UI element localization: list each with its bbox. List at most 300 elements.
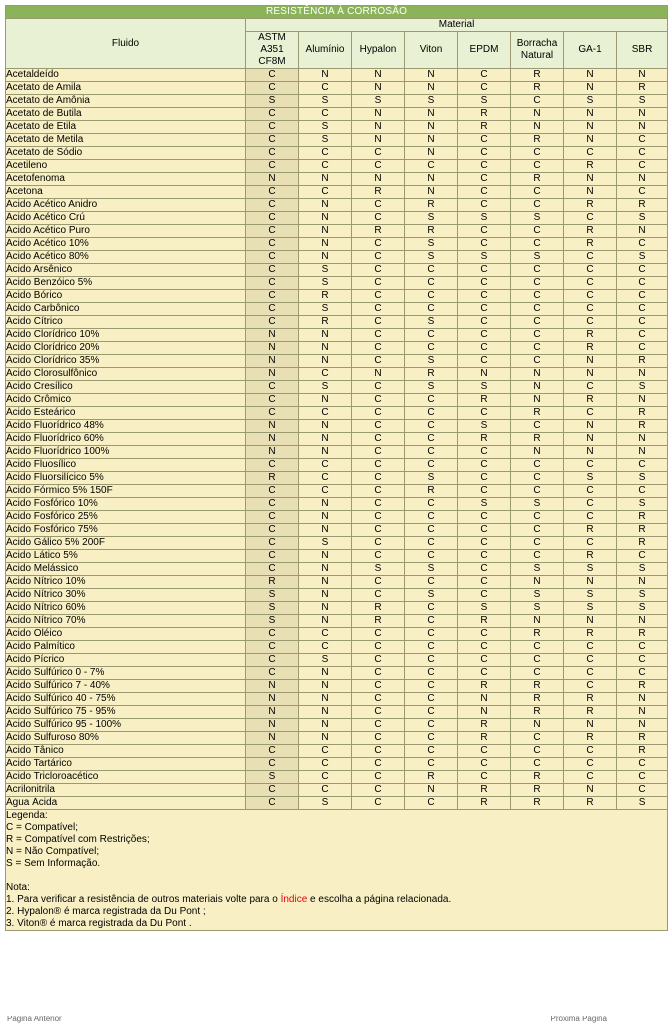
compatibility-cell: R [617, 420, 668, 433]
compatibility-cell: S [405, 212, 458, 225]
compatibility-cell: R [511, 173, 564, 186]
fluid-name: Ácido Melássico [6, 563, 246, 576]
compatibility-cell: C [352, 719, 405, 732]
compatibility-cell: S [564, 563, 617, 576]
compatibility-cell: C [511, 95, 564, 108]
compatibility-cell: C [564, 407, 617, 420]
compatibility-cell: C [246, 641, 299, 654]
legend-and-notes [6, 810, 668, 931]
compatibility-cell: C [352, 654, 405, 667]
compatibility-cell: N [299, 693, 352, 706]
table-row [6, 550, 668, 563]
compatibility-cell: C [511, 667, 564, 680]
table-row [6, 719, 668, 732]
table-row [6, 589, 668, 602]
compatibility-cell: C [352, 628, 405, 641]
fluid-name: Acetato de Sódio [6, 147, 246, 160]
compatibility-cell: C [617, 290, 668, 303]
table-row [6, 615, 668, 628]
compatibility-cell: N [564, 69, 617, 82]
compatibility-cell: C [511, 264, 564, 277]
compatibility-cell: R [299, 290, 352, 303]
compatibility-cell: C [617, 654, 668, 667]
fluid-name: Ácido Nítrico 70% [6, 615, 246, 628]
compatibility-cell: S [617, 797, 668, 810]
compatibility-cell: C [352, 511, 405, 524]
note-line-2: 2. Hypalon® é marca registrada da Du Pont ; [6, 906, 206, 917]
fluid-name: Ácido Acético 80% [6, 251, 246, 264]
compatibility-cell: C [405, 550, 458, 563]
compatibility-cell: C [352, 472, 405, 485]
compatibility-cell: C [352, 732, 405, 745]
compatibility-cell: C [564, 654, 617, 667]
compatibility-cell: C [511, 459, 564, 472]
compatibility-cell: R [617, 732, 668, 745]
compatibility-cell: R [511, 771, 564, 784]
compatibility-cell: N [617, 576, 668, 589]
compatibility-cell: R [458, 784, 511, 797]
compatibility-cell: N [564, 355, 617, 368]
compatibility-cell: N [246, 732, 299, 745]
compatibility-cell: C [511, 290, 564, 303]
compatibility-cell: C [246, 485, 299, 498]
index-link[interactable]: Índice [280, 894, 308, 905]
compatibility-cell: C [246, 537, 299, 550]
compatibility-cell: N [299, 394, 352, 407]
table-row [6, 394, 668, 407]
table-row [6, 576, 668, 589]
compatibility-cell: C [405, 797, 458, 810]
compatibility-cell: S [617, 563, 668, 576]
compatibility-cell: C [458, 134, 511, 147]
table-row [6, 706, 668, 719]
fluid-name: Ácido Bórico [6, 290, 246, 303]
compatibility-cell: R [511, 82, 564, 95]
compatibility-cell: N [246, 719, 299, 732]
compatibility-cell: N [299, 511, 352, 524]
compatibility-cell: N [405, 82, 458, 95]
compatibility-cell: R [617, 680, 668, 693]
compatibility-cell: C [352, 771, 405, 784]
compatibility-cell: C [511, 329, 564, 342]
compatibility-cell: N [617, 368, 668, 381]
compatibility-cell: R [246, 576, 299, 589]
compatibility-cell: N [246, 693, 299, 706]
table-row [6, 446, 668, 459]
compatibility-cell: N [617, 433, 668, 446]
fluid-name: Acetato de Amônia [6, 95, 246, 108]
legend-item: R = Compatível com Restrições; [6, 834, 150, 845]
fluid-name: Ácido Crômico [6, 394, 246, 407]
note-line-1 [6, 894, 667, 906]
compatibility-cell: C [458, 173, 511, 186]
compatibility-cell: C [511, 472, 564, 485]
compatibility-cell: N [564, 433, 617, 446]
compatibility-cell: N [299, 498, 352, 511]
compatibility-cell: N [564, 134, 617, 147]
compatibility-cell: C [617, 485, 668, 498]
compatibility-cell: C [564, 290, 617, 303]
fluid-name: Acetato de Amila [6, 82, 246, 95]
fluid-name: Ácido Sulfuroso 80% [6, 732, 246, 745]
compatibility-cell: N [352, 134, 405, 147]
compatibility-cell: N [617, 394, 668, 407]
compatibility-cell: C [458, 654, 511, 667]
compatibility-cell: R [405, 368, 458, 381]
compatibility-cell: N [511, 576, 564, 589]
compatibility-cell: C [352, 342, 405, 355]
compatibility-cell: C [564, 303, 617, 316]
compatibility-cell: R [564, 225, 617, 238]
compatibility-cell: C [405, 446, 458, 459]
compatibility-cell: S [617, 381, 668, 394]
compatibility-cell: C [246, 407, 299, 420]
compatibility-cell: R [458, 394, 511, 407]
table-row [6, 186, 668, 199]
compatibility-cell: R [564, 693, 617, 706]
compatibility-cell: C [352, 407, 405, 420]
compatibility-cell: C [511, 277, 564, 290]
compatibility-cell: N [352, 368, 405, 381]
compatibility-cell: C [458, 69, 511, 82]
compatibility-cell: N [246, 368, 299, 381]
previous-page-link[interactable]: Página Anterior [7, 1016, 62, 1023]
compatibility-cell: N [299, 433, 352, 446]
compatibility-cell: C [458, 550, 511, 563]
compatibility-cell: C [299, 472, 352, 485]
compatibility-cell: N [299, 563, 352, 576]
compatibility-cell: C [511, 732, 564, 745]
compatibility-cell: R [617, 511, 668, 524]
compatibility-cell: S [405, 251, 458, 264]
compatibility-cell: N [299, 238, 352, 251]
compatibility-cell: C [458, 771, 511, 784]
compatibility-cell: C [246, 134, 299, 147]
compatibility-cell: N [246, 173, 299, 186]
compatibility-cell: C [246, 316, 299, 329]
table-row [6, 212, 668, 225]
compatibility-cell: S [511, 602, 564, 615]
table-row [6, 758, 668, 771]
compatibility-cell: R [564, 797, 617, 810]
fluid-name: Ácido Fluosílico [6, 459, 246, 472]
compatibility-cell: C [564, 485, 617, 498]
compatibility-cell: C [352, 667, 405, 680]
table-row [6, 433, 668, 446]
compatibility-cell: C [511, 654, 564, 667]
compatibility-cell: C [352, 459, 405, 472]
compatibility-cell: C [352, 238, 405, 251]
compatibility-cell: C [299, 758, 352, 771]
material-column-header: Hypalon [352, 32, 405, 69]
compatibility-cell: C [405, 706, 458, 719]
compatibility-cell: C [352, 758, 405, 771]
compatibility-cell: C [405, 576, 458, 589]
table-row [6, 654, 668, 667]
compatibility-cell: N [299, 173, 352, 186]
table-row [6, 563, 668, 576]
compatibility-cell: S [405, 563, 458, 576]
compatibility-cell: S [299, 654, 352, 667]
compatibility-cell: N [405, 134, 458, 147]
compatibility-cell: C [405, 407, 458, 420]
fluid-name: Ácido Fosfórico 10% [6, 498, 246, 511]
compatibility-cell: C [511, 758, 564, 771]
legend-item: N = Não Compatível; [6, 846, 100, 857]
compatibility-cell: R [564, 550, 617, 563]
compatibility-cell: C [299, 641, 352, 654]
compatibility-cell: C [564, 745, 617, 758]
compatibility-cell: C [405, 628, 458, 641]
compatibility-cell: C [405, 719, 458, 732]
compatibility-cell: C [352, 524, 405, 537]
compatibility-cell: N [617, 225, 668, 238]
fluid-name: Ácido Tartárico [6, 758, 246, 771]
compatibility-cell: R [617, 407, 668, 420]
compatibility-cell: N [617, 121, 668, 134]
fluid-name: Ácido Fluorídrico 100% [6, 446, 246, 459]
compatibility-cell: C [405, 420, 458, 433]
compatibility-cell: N [299, 589, 352, 602]
table-row [6, 602, 668, 615]
compatibility-cell: C [299, 160, 352, 173]
compatibility-cell: C [246, 381, 299, 394]
compatibility-cell: C [352, 589, 405, 602]
material-column-header: GA-1 [564, 32, 617, 69]
compatibility-cell: C [564, 511, 617, 524]
compatibility-cell: N [299, 329, 352, 342]
compatibility-cell: C [511, 420, 564, 433]
legend-item: C = Compatível; [6, 822, 78, 833]
compatibility-cell: C [511, 303, 564, 316]
compatibility-cell: C [246, 277, 299, 290]
compatibility-cell: R [617, 82, 668, 95]
compatibility-cell: C [352, 797, 405, 810]
compatibility-cell: C [352, 680, 405, 693]
table-row [6, 524, 668, 537]
compatibility-cell: N [617, 108, 668, 121]
compatibility-cell: C [458, 628, 511, 641]
table-row [6, 316, 668, 329]
compatibility-cell: C [246, 511, 299, 524]
compatibility-cell: R [617, 199, 668, 212]
compatibility-cell: R [458, 732, 511, 745]
fluid-name: Ácido Nítrico 60% [6, 602, 246, 615]
compatibility-cell: C [405, 745, 458, 758]
compatibility-cell: C [405, 602, 458, 615]
compatibility-cell: N [617, 446, 668, 459]
compatibility-cell: S [617, 251, 668, 264]
compatibility-cell: R [617, 628, 668, 641]
compatibility-cell: C [352, 433, 405, 446]
compatibility-cell: C [617, 316, 668, 329]
compatibility-cell: S [299, 121, 352, 134]
compatibility-cell: N [299, 225, 352, 238]
compatibility-cell: S [617, 95, 668, 108]
compatibility-cell: S [617, 589, 668, 602]
fluid-name: Ácido Oléico [6, 628, 246, 641]
compatibility-cell: C [617, 238, 668, 251]
compatibility-cell: C [246, 394, 299, 407]
compatibility-cell: C [246, 82, 299, 95]
fluid-name: Ácido Carbônico [6, 303, 246, 316]
compatibility-cell: R [511, 628, 564, 641]
compatibility-cell: C [458, 199, 511, 212]
compatibility-cell: C [564, 758, 617, 771]
table-row [6, 147, 668, 160]
next-page-link[interactable]: Próxima Página [550, 1016, 607, 1023]
compatibility-cell: S [458, 212, 511, 225]
compatibility-cell: N [564, 186, 617, 199]
table-row [6, 199, 668, 212]
table-row [6, 745, 668, 758]
compatibility-cell: C [458, 407, 511, 420]
compatibility-cell: C [352, 706, 405, 719]
compatibility-cell: C [458, 277, 511, 290]
compatibility-cell: R [511, 134, 564, 147]
compatibility-cell: R [352, 186, 405, 199]
compatibility-cell: N [564, 576, 617, 589]
table-row [6, 381, 668, 394]
compatibility-cell: N [299, 446, 352, 459]
compatibility-cell: S [405, 316, 458, 329]
compatibility-cell: R [564, 732, 617, 745]
compatibility-cell: C [564, 641, 617, 654]
table-row [6, 641, 668, 654]
compatibility-cell: R [511, 797, 564, 810]
fluid-name: Ácido Acético Anidro [6, 199, 246, 212]
table-row [6, 732, 668, 745]
note-line-1-text-end: e escolha a página relacionada. [307, 894, 452, 905]
compatibility-cell: S [246, 602, 299, 615]
compatibility-cell: N [405, 173, 458, 186]
compatibility-cell: C [458, 238, 511, 251]
compatibility-cell: R [352, 615, 405, 628]
table-row [6, 251, 668, 264]
table-title: RESISTÊNCIA À CORROSÃO [6, 6, 668, 19]
compatibility-cell: C [511, 147, 564, 160]
compatibility-cell: C [617, 459, 668, 472]
compatibility-cell: N [299, 199, 352, 212]
compatibility-cell: N [299, 251, 352, 264]
compatibility-cell: C [246, 108, 299, 121]
compatibility-cell: C [352, 355, 405, 368]
compatibility-cell: N [299, 342, 352, 355]
compatibility-cell: C [352, 316, 405, 329]
compatibility-cell: C [617, 264, 668, 277]
compatibility-cell: N [511, 121, 564, 134]
compatibility-cell: R [405, 485, 458, 498]
compatibility-cell: C [352, 160, 405, 173]
table-row [6, 628, 668, 641]
compatibility-cell: C [458, 472, 511, 485]
compatibility-cell: S [458, 420, 511, 433]
compatibility-cell: N [299, 355, 352, 368]
compatibility-cell: C [352, 693, 405, 706]
compatibility-cell: N [458, 706, 511, 719]
compatibility-cell: C [617, 303, 668, 316]
compatibility-cell: N [617, 719, 668, 732]
fluid-name: Ácido Fosfórico 75% [6, 524, 246, 537]
compatibility-cell: N [458, 693, 511, 706]
compatibility-cell: R [246, 472, 299, 485]
compatibility-cell: S [458, 381, 511, 394]
corrosion-table-container [5, 5, 667, 931]
compatibility-cell: C [405, 654, 458, 667]
compatibility-cell: C [458, 290, 511, 303]
compatibility-cell: C [458, 758, 511, 771]
compatibility-cell: C [511, 238, 564, 251]
compatibility-cell: C [458, 329, 511, 342]
compatibility-cell: N [246, 433, 299, 446]
compatibility-cell: C [458, 225, 511, 238]
compatibility-cell: C [405, 615, 458, 628]
compatibility-cell: S [352, 95, 405, 108]
compatibility-cell: R [617, 745, 668, 758]
table-row [6, 797, 668, 810]
compatibility-cell: R [458, 680, 511, 693]
compatibility-cell: C [246, 758, 299, 771]
compatibility-cell: C [564, 381, 617, 394]
compatibility-cell: S [617, 498, 668, 511]
compatibility-cell: S [511, 498, 564, 511]
compatibility-cell: N [246, 342, 299, 355]
compatibility-cell: S [405, 95, 458, 108]
compatibility-cell: R [299, 316, 352, 329]
compatibility-cell: C [458, 264, 511, 277]
compatibility-cell: C [458, 316, 511, 329]
compatibility-cell: N [299, 420, 352, 433]
fluid-name: Acetato de Etila [6, 121, 246, 134]
table-row [6, 693, 668, 706]
compatibility-cell: C [458, 667, 511, 680]
compatibility-cell: S [617, 602, 668, 615]
compatibility-cell: S [405, 589, 458, 602]
table-row [6, 667, 668, 680]
compatibility-cell: C [511, 199, 564, 212]
table-row [6, 173, 668, 186]
compatibility-cell: R [564, 329, 617, 342]
fluid-name: Ácido Sulfúrico 0 - 7% [6, 667, 246, 680]
compatibility-cell: N [511, 446, 564, 459]
fluid-name: Ácido Clorosulfônico [6, 368, 246, 381]
compatibility-cell: S [511, 251, 564, 264]
compatibility-cell: C [352, 745, 405, 758]
fluid-name: Ácido Benzóico 5% [6, 277, 246, 290]
compatibility-cell: C [511, 745, 564, 758]
compatibility-cell: C [246, 784, 299, 797]
compatibility-cell: R [564, 628, 617, 641]
table-row [6, 95, 668, 108]
compatibility-cell: C [564, 264, 617, 277]
fluid-name: Ácido Arsênico [6, 264, 246, 277]
compatibility-cell: C [564, 667, 617, 680]
compatibility-cell: C [352, 147, 405, 160]
fluid-name: Ácido Acético 10% [6, 238, 246, 251]
table-row [6, 82, 668, 95]
compatibility-cell: R [405, 771, 458, 784]
fluid-name: Ácido Tânico [6, 745, 246, 758]
material-column-header: Viton [405, 32, 458, 69]
fluid-name: Ácido Clorídrico 10% [6, 329, 246, 342]
compatibility-cell: C [458, 576, 511, 589]
compatibility-cell: C [299, 784, 352, 797]
compatibility-cell: R [511, 433, 564, 446]
compatibility-cell: S [458, 602, 511, 615]
compatibility-cell: C [405, 511, 458, 524]
compatibility-cell: C [458, 82, 511, 95]
compatibility-cell: N [246, 680, 299, 693]
